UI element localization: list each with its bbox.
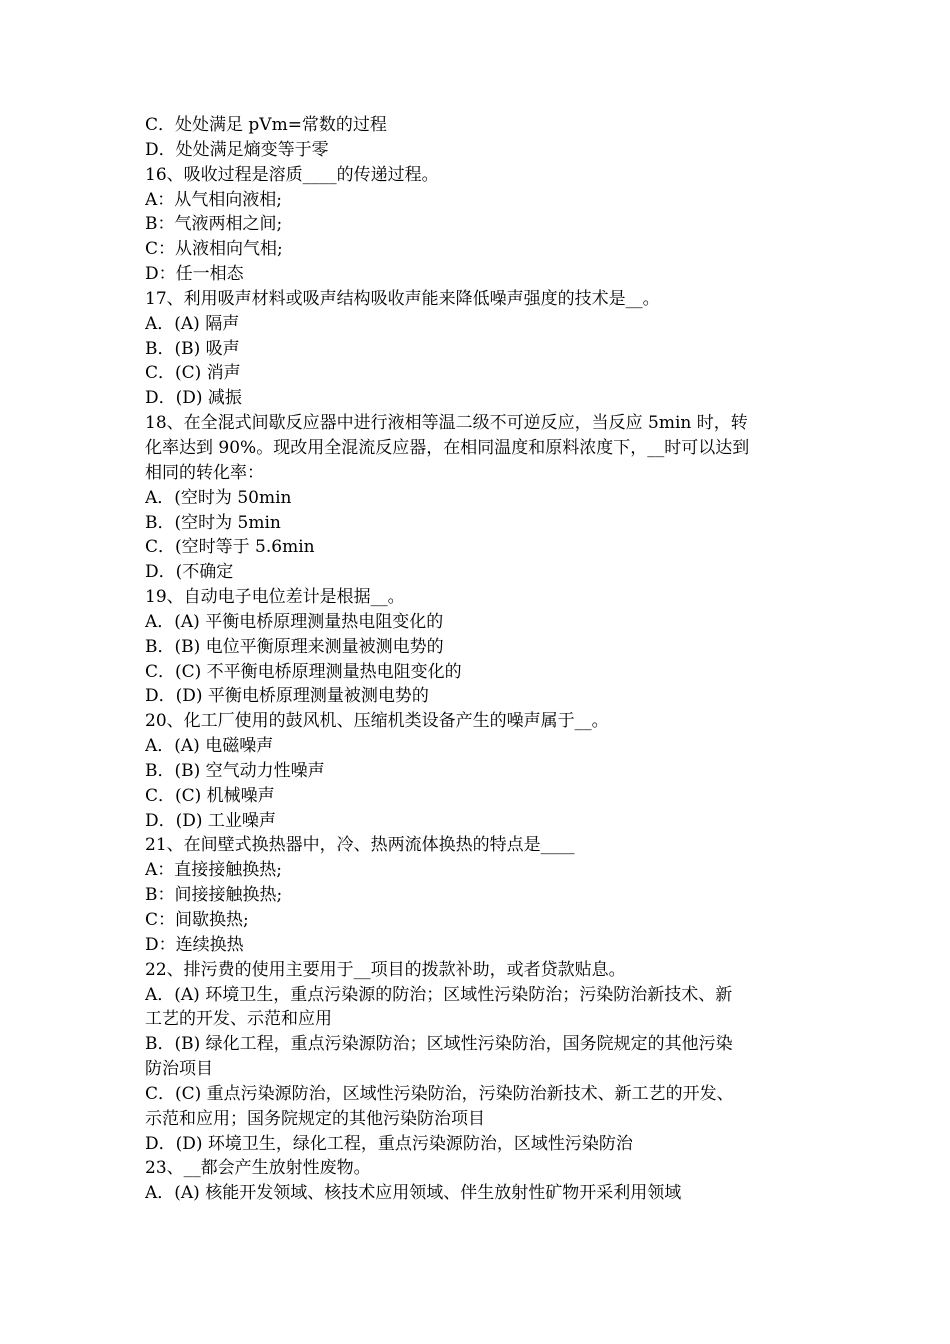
- option-line: D．(不确定: [145, 562, 234, 583]
- option-line: A．(空时为 50min: [145, 487, 292, 508]
- option-line: B．(B) 电位平衡原理来测量被测电势的: [145, 636, 444, 657]
- option-line: C．(C) 不平衡电桥原理测量热电阻变化的: [145, 661, 462, 682]
- option-line: B：气液两相之间;: [145, 214, 283, 235]
- question-18-cont: 相同的转化率：: [145, 462, 264, 483]
- question-22: 22、排污费的使用主要用于__项目的拨款补助，或者贷款贴息。: [145, 959, 626, 980]
- question-17: 17、利用吸声材料或吸声结构吸收声能来降低噪声强度的技术是__。: [145, 288, 660, 309]
- option-line: B．(空时为 5min: [145, 512, 281, 533]
- option-line: D．(D) 平衡电桥原理测量被测电势的: [145, 686, 429, 707]
- option-line: C．(C) 机械噪声: [145, 785, 275, 806]
- option-line: C：间歇换热;: [145, 910, 249, 930]
- question-19: 19、自动电子电位差计是根据__。: [145, 587, 405, 608]
- option-line: B：间接接触换热;: [145, 885, 283, 906]
- option-line: C．(空时等于 5.6min: [145, 537, 315, 558]
- option-line: D：连续换热: [145, 934, 244, 955]
- option-line: B．(B) 吸声: [145, 338, 240, 359]
- question-23: 23、__都会产生放射性废物。: [145, 1158, 371, 1179]
- option-line: A：从气相向液相;: [145, 189, 283, 210]
- option-line: A：直接接触换热;: [145, 860, 283, 881]
- question-18-cont: 化率达到 90%。现改用全混流反应器，在相同温度和原料浓度下，__时可以达到: [145, 437, 750, 458]
- option-line-cont: 工艺的开发、示范和应用: [145, 1009, 332, 1030]
- option-line: A．(A) 核能开发领域、核技术应用领域、伴生放射性矿物开采利用领域: [145, 1183, 682, 1204]
- option-line: C：从液相向气相;: [145, 239, 283, 260]
- option-line: A．(A) 隔声: [145, 313, 240, 334]
- document-body: [145, 113, 810, 1206]
- option-line: A．(A) 环境卫生，重点污染源的防治；区域性污染防治；污染防治新技术、新: [145, 984, 733, 1005]
- text-line: D．处处满足熵变等于零: [145, 139, 329, 160]
- question-20: 20、化工厂使用的鼓风机、压缩机类设备产生的噪声属于__。: [145, 711, 609, 732]
- option-line-cont: 防治项目: [145, 1059, 213, 1080]
- option-line: D．(D) 减振: [145, 388, 242, 409]
- text-line: C．处处满足 pVm=常数的过程: [145, 115, 387, 135]
- question-18: 18、在全混式间歇反应器中进行液相等温二级不可逆反应，当反应 5min 时，转: [145, 413, 748, 434]
- option-line: A．(A) 电磁噪声: [145, 736, 274, 757]
- option-line-cont: 示范和应用；国务院规定的其他污染防治项目: [145, 1108, 485, 1129]
- option-line: D．(D) 工业噪声: [145, 810, 276, 831]
- question-21: 21、在间壁式换热器中，冷、热两流体换热的特点是____: [145, 835, 575, 856]
- option-line: D．(D) 环境卫生，绿化工程，重点污染源防治，区域性污染防治: [145, 1133, 633, 1154]
- option-line: C．(C) 消声: [145, 363, 241, 384]
- option-line: B．(B) 空气动力性噪声: [145, 760, 325, 781]
- question-16: 16、吸收过程是溶质____的传递过程。: [145, 164, 439, 185]
- option-line: C．(C) 重点污染源防治，区域性污染防治，污染防治新技术、新工艺的开发、: [145, 1083, 734, 1104]
- option-line: B．(B) 绿化工程，重点污染源防治；区域性污染防治，国务院规定的其他污染: [145, 1034, 733, 1055]
- option-line: D：任一相态: [145, 264, 244, 285]
- option-line: A．(A) 平衡电桥原理测量热电阻变化的: [145, 611, 444, 632]
